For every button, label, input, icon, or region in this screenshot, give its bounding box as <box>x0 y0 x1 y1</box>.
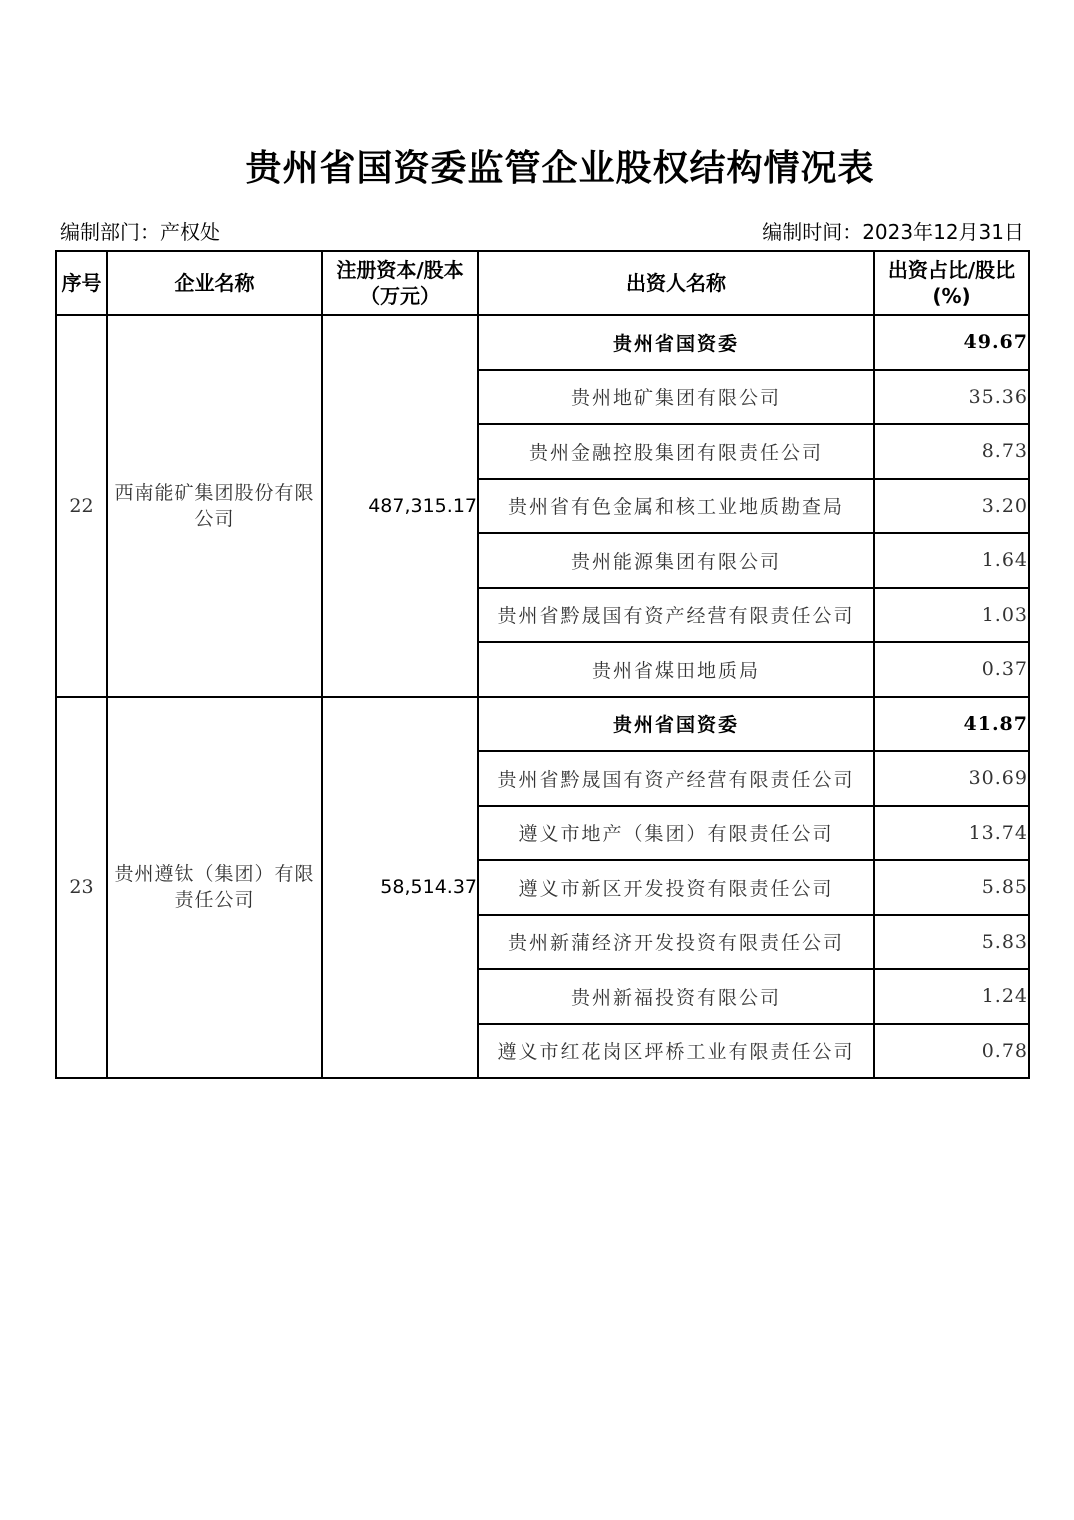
capital-cell: 487,315.17 <box>322 315 478 697</box>
company-name-cell: 西南能矿集团股份有限公司 <box>107 315 322 697</box>
ratio-cell: 5.85 <box>874 860 1029 915</box>
ratio-cell: 49.67 <box>874 315 1029 370</box>
ratio-cell: 0.37 <box>874 642 1029 697</box>
department-label: 编制部门：产权处 <box>60 220 220 244</box>
ratio-cell: 1.24 <box>874 969 1029 1024</box>
ratio-cell: 5.83 <box>874 915 1029 970</box>
date-label: 编制时间：2023年12月31日 <box>762 220 1024 244</box>
table-body <box>56 315 1029 1078</box>
header-row <box>56 251 1029 315</box>
investor-name-cell: 遵义市地产（集团）有限责任公司 <box>478 806 874 861</box>
investor-name-cell: 贵州省有色金属和核工业地质勘查局 <box>478 479 874 534</box>
ratio-cell: 41.87 <box>874 697 1029 752</box>
investor-name-cell: 贵州新福投资有限公司 <box>478 969 874 1024</box>
capital-cell: 58,514.37 <box>322 697 478 1079</box>
investor-name-cell: 贵州省煤田地质局 <box>478 642 874 697</box>
header-ratio: 出资占比/股比(%) <box>874 251 1029 315</box>
ratio-cell: 3.20 <box>874 479 1029 534</box>
seq-cell: 22 <box>56 315 107 697</box>
investor-name-cell: 贵州金融控股集团有限责任公司 <box>478 424 874 479</box>
ratio-cell: 1.03 <box>874 588 1029 643</box>
header-company: 企业名称 <box>107 251 322 315</box>
investor-name-cell: 遵义市新区开发投资有限责任公司 <box>478 860 874 915</box>
ratio-cell: 30.69 <box>874 751 1029 806</box>
investor-name-cell: 贵州能源集团有限公司 <box>478 533 874 588</box>
investor-name-cell: 贵州省黔晟国有资产经营有限责任公司 <box>478 751 874 806</box>
table-row <box>56 315 1029 370</box>
header-seq: 序号 <box>56 251 107 315</box>
header-capital: 注册资本/股本（万元） <box>322 251 478 315</box>
investor-name-cell: 贵州新蒲经济开发投资有限责任公司 <box>478 915 874 970</box>
investor-name-cell: 遵义市红花岗区坪桥工业有限责任公司 <box>478 1024 874 1079</box>
ratio-cell: 0.78 <box>874 1024 1029 1079</box>
header-investor: 出资人名称 <box>478 251 874 315</box>
company-name-cell: 贵州遵钛（集团）有限责任公司 <box>107 697 322 1079</box>
ratio-cell: 1.64 <box>874 533 1029 588</box>
ratio-cell: 13.74 <box>874 806 1029 861</box>
ratio-cell: 8.73 <box>874 424 1029 479</box>
ratio-cell: 35.36 <box>874 370 1029 425</box>
equity-table <box>55 250 1030 1079</box>
page-title: 贵州省国资委监管企业股权结构情况表 <box>245 148 875 189</box>
investor-name-cell: 贵州省国资委 <box>478 315 874 370</box>
seq-cell: 23 <box>56 697 107 1079</box>
table-row <box>56 697 1029 752</box>
investor-name-cell: 贵州地矿集团有限公司 <box>478 370 874 425</box>
investor-name-cell: 贵州省国资委 <box>478 697 874 752</box>
investor-name-cell: 贵州省黔晟国有资产经营有限责任公司 <box>478 588 874 643</box>
